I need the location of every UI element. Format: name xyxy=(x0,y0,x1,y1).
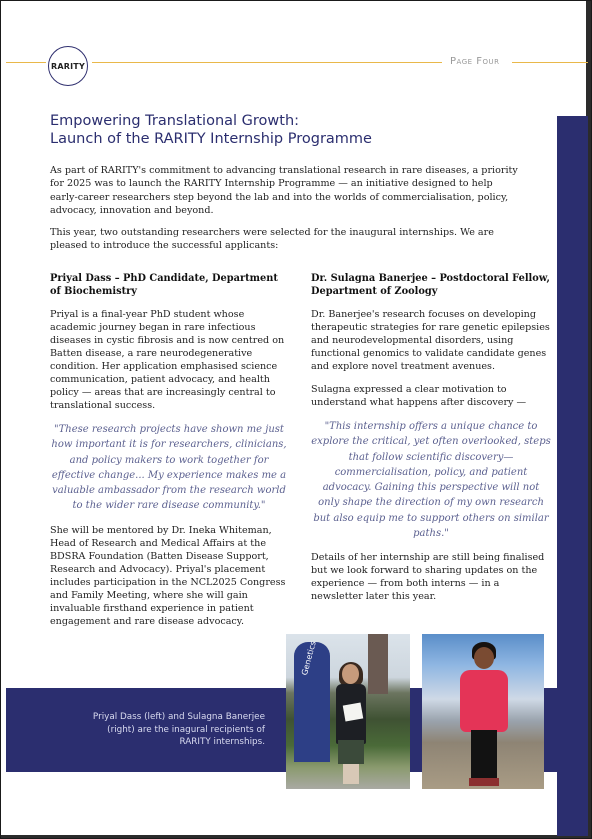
legs xyxy=(471,730,497,780)
head xyxy=(342,664,359,684)
left-quote: "These research projects have shown me just how important it is for researchers, clinicians, and policy makers to work together for effective change... My experience makes me a valuable ambassador from the research world to the wider rare disease community." xyxy=(51,424,287,512)
shoes xyxy=(469,778,499,786)
logo-text: RARITY xyxy=(51,61,85,71)
rarity-logo xyxy=(48,46,88,86)
photo-caption: Priyal Dass (left) and Sulagna Banerjee (right) are the inagural recipients of RARITY internships. xyxy=(92,712,265,747)
page-number-label: Page Four xyxy=(450,56,500,67)
right-quote: "This internship offers a unique chance to explore the critical, yet often overlooked, steps that follow scientific discovery— commercialisation, policy, and patient advocacy. Gaining this perspective will not only shape the direction of my own research but also equip me to support others on similar paths." xyxy=(311,421,551,540)
article-title xyxy=(50,112,470,148)
building-tower xyxy=(368,634,388,694)
skirt xyxy=(338,740,364,764)
photo-priyal-dass xyxy=(286,634,410,789)
header-rule-middle xyxy=(92,62,442,63)
title-line-1: Empowering Translational Growth: xyxy=(50,113,300,129)
jacket xyxy=(460,670,508,732)
left-column xyxy=(50,272,288,638)
page-edge-bottom xyxy=(0,835,592,839)
person-figure xyxy=(456,642,512,789)
right-paragraph-1: Dr. Banerjee's research focuses on developing therapeutic strategies for rare genetic epilepsies and neurodevelopmental disorders, using functional genomics to validate candidate genes and explore novel treatment avenues. xyxy=(311,309,550,372)
header-rule-right xyxy=(512,62,588,63)
right-paragraph-2: Sulagna expressed a clear motivation to understand what happens after discovery — xyxy=(311,384,527,408)
intro-paragraph-2: This year, two outstanding researchers were selected for the inaugural internships. We are pleased to introduce the successful applicants: xyxy=(50,227,494,252)
certificate xyxy=(343,703,364,722)
photo-sulagna-banerjee xyxy=(422,634,544,789)
left-paragraph-2: She will be mentored by Dr. Ineka Whiteman, Head of Research and Medical Affairs at the BDSRA Foundation (Batten Disease Support, Research and Advocacy). Priyal's placement includes participation in the NCL2025 Congress and Family Meeting, where she will gain invaluable firsthand experience in patient engagement and rare disease advocacy. xyxy=(50,524,286,627)
person-figure xyxy=(334,664,368,779)
right-column xyxy=(311,272,551,613)
header-rule-left xyxy=(6,62,46,63)
head xyxy=(474,647,494,669)
banner-text: Genetics xyxy=(300,640,318,677)
left-heading: Priyal Dass – PhD Candidate, Department of Biochemistry xyxy=(50,273,278,297)
right-heading: Dr. Sulagna Banerjee – Postdoctoral Fellow, Department of Zoology xyxy=(311,273,550,297)
legs xyxy=(343,764,359,784)
side-accent-band xyxy=(557,116,588,836)
right-paragraph-3: Details of her internship are still being finalised but we look forward to sharing updates on the experience — from both interns — in a newsletter later this year. xyxy=(311,552,545,603)
title-line-2: Launch of the RARITY Internship Programme xyxy=(50,131,372,147)
left-paragraph-1: Priyal is a final-year PhD student whose academic journey began in rare infectious diseases in cystic fibrosis and is now centred on Batten disease, a rare neurodegenerative condition. Her application emphasised science communication, patient advocacy, and health policy — areas that are increasingly central to translational success. xyxy=(50,309,285,411)
intro-paragraph: As part of RARITY's commitment to advancing translational research in rare diseases, a priority for 2025 was to launch the RARITY Internship Programme — an initiative designed to help early-career researchers step beyond the lab and into the worlds of commercialisation, policy, advocacy, innovation and beyond. xyxy=(50,165,518,217)
